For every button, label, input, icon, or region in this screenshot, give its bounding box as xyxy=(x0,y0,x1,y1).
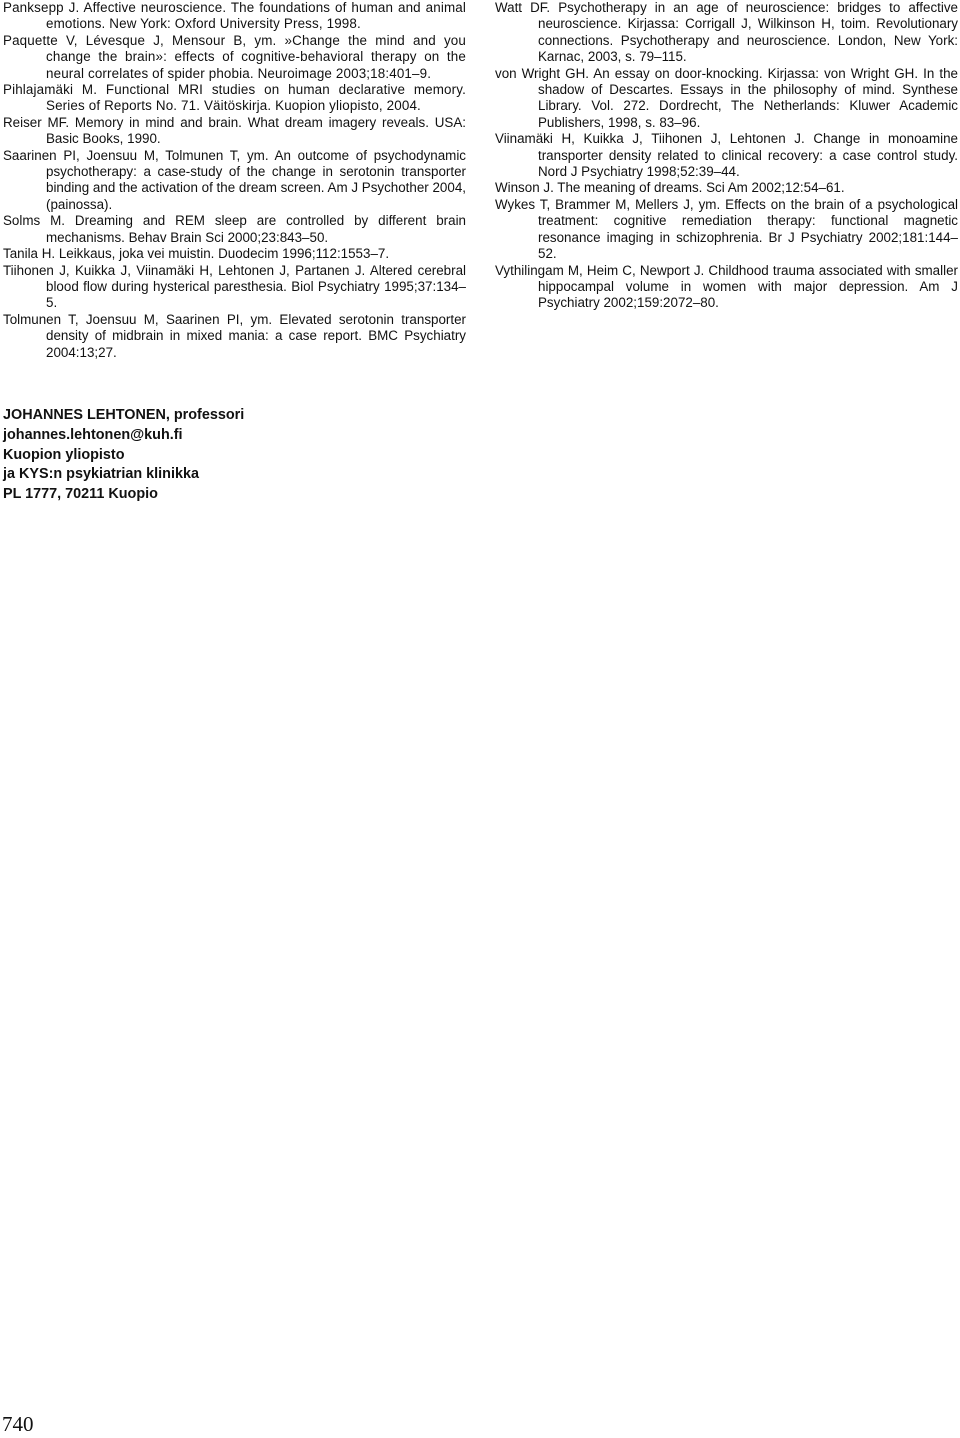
reference-item: Vythilingam M, Heim C, Newport J. Childhood trauma associated with smaller hippocampal volume in women with major depression. Am J Psychiatry 2002;159:2072–80. xyxy=(495,262,958,311)
reference-item: Viinamäki H, Kuikka J, Tiihonen J, Lehtonen J. Change in monoamine transporter density related to clinical recovery: a case control study. Nord J Psychiatry 1998;52:39–44. xyxy=(495,131,958,180)
reference-item: Tolmunen T, Joensuu M, Saarinen PI, ym. Elevated serotonin transporter density of midbrain in mixed mania: a case report. BMC Psychiatry 2004:13;27. xyxy=(3,311,466,360)
author-department: ja KYS:n psykiatrian klinikka xyxy=(3,466,199,483)
reference-item: Panksepp J. Affective neuroscience. The foundations of human and animal emotions. New York: Oxford University Press, 1998. xyxy=(3,0,466,32)
author-name-title: JOHANNES LEHTONEN, professori xyxy=(3,407,245,423)
reference-item: Watt DF. Psychotherapy in an age of neuroscience: bridges to affective neuroscience. Kirjassa: Corrigall J, Wilkinson H, toim. Revolutionary connections. Psychotherapy and neuroscience. London, New York: Karnac, 2003, s. 79–115. xyxy=(495,0,958,65)
page-number: 740 xyxy=(2,1412,34,1436)
reference-item: Wykes T, Brammer M, Mellers J, ym. Effects on the brain of a psychological treatment: cognitive remediation therapy: functional magnetic resonance imaging in schizophrenia. Br J Psychiatry 2002;181:144–52. xyxy=(495,196,958,262)
reference-item: Pihlajamäki M. Functional MRI studies on human declarative memory. Series of Reports No. 71. Väitöskirja. Kuopion yliopisto, 2004. xyxy=(3,82,466,114)
author-email: johannes.lehtonen@kuh.fi xyxy=(3,426,183,443)
reference-item: Paquette V, Lévesque J, Mensour B, ym. »Change the mind and you change the brain»: effects of cognitive-behavioral therapy on the neural correlates of spider phobia. Neuroimage 2003;18:401–9. xyxy=(3,32,466,81)
author-info xyxy=(3,406,403,505)
references-column-right xyxy=(495,0,958,312)
reference-item: Tiihonen J, Kuikka J, Viinamäki H, Lehtonen J, Partanen J. Altered cerebral blood flow during hysterical paresthesia. Biol Psychiatry 1995;37:134–5. xyxy=(3,262,466,311)
reference-item: von Wright GH. An essay on door-knocking. Kirjassa: von Wright GH. In the shadow of Descartes. Essays in the philosophy of mind. Synthese Library. Vol. 272. Dordrecht, The Netherlands: Kluwer Academic Publishers, 1998, s. 83–96. xyxy=(495,65,958,130)
references-column-left xyxy=(3,0,466,361)
reference-item: Saarinen PI, Joensuu M, Tolmunen T, ym. An outcome of psychodynamic psychotherapy: a case-study of the change in serotonin transporter binding and the activation of the dream screen. Am J Psychother 2004, (painossa). xyxy=(3,147,466,212)
author-address: PL 1777, 70211 Kuopio xyxy=(3,486,158,503)
reference-item: Reiser MF. Memory in mind and brain. What dream imagery reveals. USA: Basic Books, 1990. xyxy=(3,114,466,147)
author-institution: Kuopion yliopisto xyxy=(3,446,125,463)
reference-item: Solms M. Dreaming and REM sleep are controlled by different brain mechanisms. Behav Brain Sci 2000;23:843–50. xyxy=(3,213,466,245)
reference-item: Tanila H. Leikkaus, joka vei muistin. Duodecim 1996;112:1553–7. xyxy=(3,246,390,262)
reference-item: Winson J. The meaning of dreams. Sci Am 2002;12:54–61. xyxy=(495,180,845,196)
